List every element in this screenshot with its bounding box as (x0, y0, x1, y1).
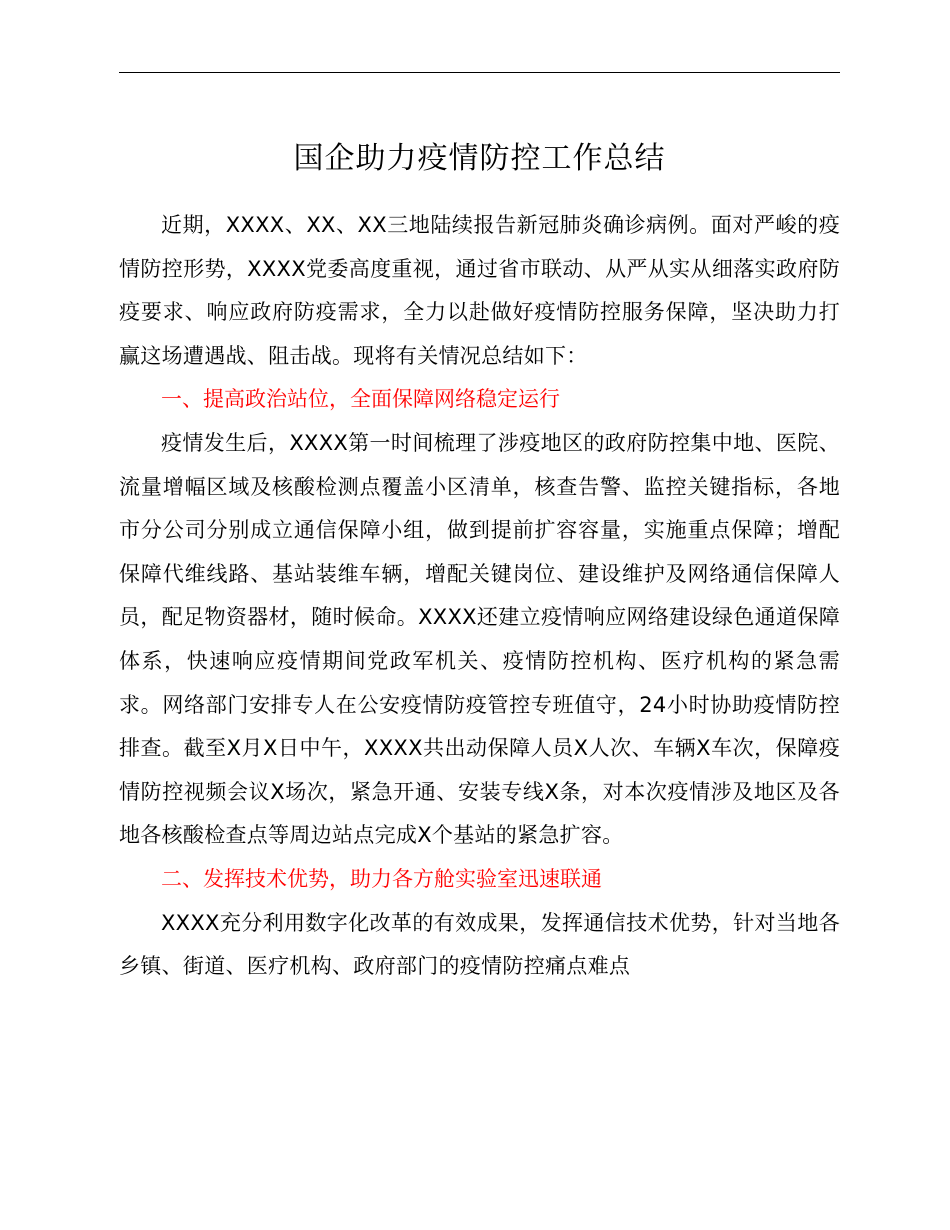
section-heading-2: 二、发挥技术优势，助力各方舱实验室迅速联通 (161, 866, 602, 891)
document-body (119, 204, 840, 989)
header-rule (119, 72, 840, 73)
document-title: 国企助力疫情防控工作总结 (293, 141, 666, 176)
section-heading-1: 一、提高政治站位，全面保障网络稳定运行 (161, 387, 560, 412)
intro-paragraph: 近期，XXXX、XX、XX三地陆续报告新冠肺炎确诊病例。面对严峻的疫情防控形势，XXXX党委高度重视，通过省市联动、从严从实从细落实政府防疫要求、响应政府防疫需求，全力以赴做好疫情防控服务保障，坚决助力打赢这场遭遇战、阻击战。现将有关情况总结如下： (119, 213, 840, 368)
section-body-1: 疫情发生后，XXXX第一时间梳理了涉疫地区的政府防控集中地、医院、流量增幅区域及核酸检测点覆盖小区清单，核查告警、监控关键指标，各地市分公司分别成立通信保障小组，做到提前扩容容量，实施重点保障；增配保障代维线路、基站装维车辆，增配关键岗位、建设维护及网络通信保障人员，配足物资器材，随时候命。XXXX还建立疫情响应网络建设绿色通道保障体系，快速响应疫情期间党政军机关、疫情防控机构、医疗机构的紧急需求。网络部门安排专人在公安疫情防疫管控专班值守，24小时协助疫情防控排查。截至X月X日中午，XXXX共出动保障人员X人次、车辆X车次，保障疫情防控视频会议X场次，紧急开通、安装专线X条，对本次疫情涉及地区及各地各核酸检查点等周边站点完成X个基站的紧急扩容。 (119, 430, 840, 848)
section-body-2: XXXX充分利用数字化改革的有效成果，发挥通信技术优势，针对当地各乡镇、街道、医疗机构、政府部门的疫情防控痛点难点 (119, 910, 840, 979)
